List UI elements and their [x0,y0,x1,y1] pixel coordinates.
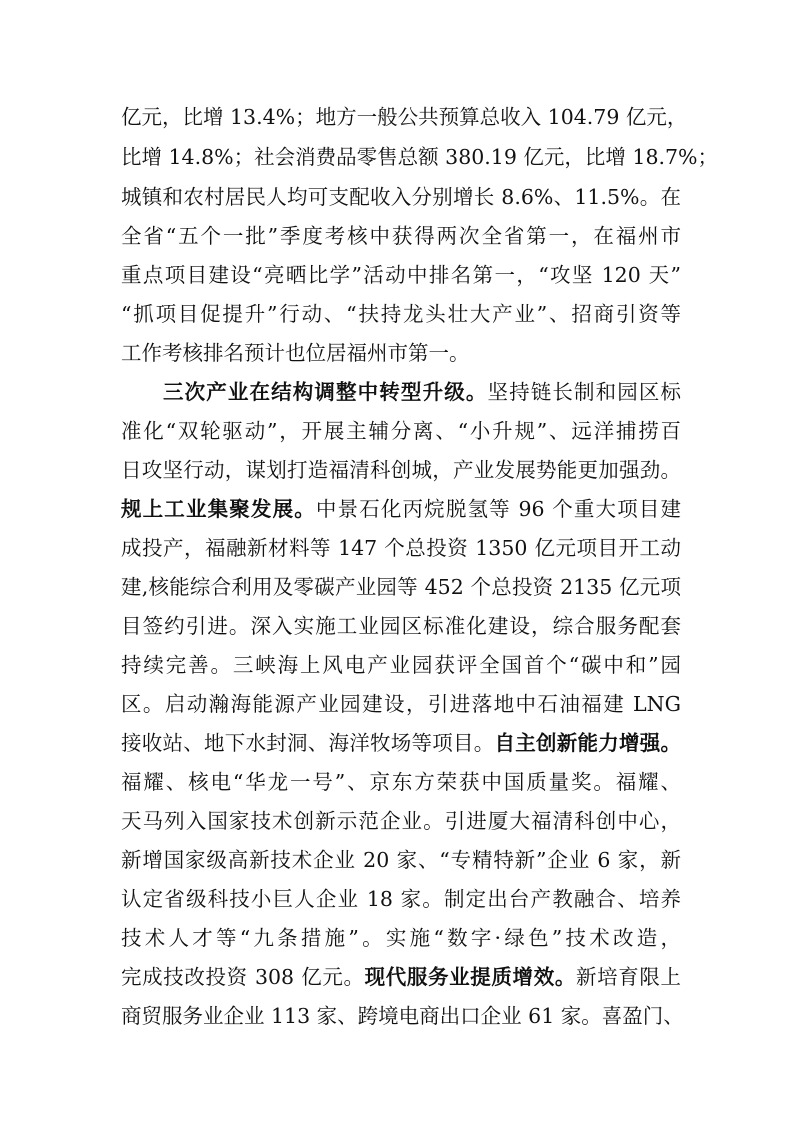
text-line: 目签约引进。深入实施工业园区标准化建设，综合服务配套 [121,614,681,638]
text-line: 建,核能综合利用及零碳产业园等 452 个总投资 2135 亿元项 [121,575,681,599]
text-line [121,957,681,997]
text-line: 福耀、核电“华龙一号”、京东方荣获中国质量奖。福耀、 [121,770,681,794]
text-line: 城镇和农村居民人均可支配收入分别增长 8.6%、11.5%。在 [121,185,681,209]
text-line: 比增 14.8%；社会消费品零售总额 380.19 亿元，比增 18.7%； [121,145,719,169]
text-line: 日攻坚行动，谋划打造福清科创城，产业发展势能更加强劲。 [121,458,681,482]
text-line: 认定省级科技小巨人企业 18 家。制定出台产教融合、培养 [121,887,681,911]
text-line: 持续完善。三峡海上风电产业园获评全国首个“碳中和”园 [121,653,681,677]
subsection-heading: 现代服务业提质增效。 [364,965,576,989]
subsection-heading: 规上工业集聚发展。 [121,497,316,521]
text-run: 接收站、地下水封洞、海洋牧场等项目。 [121,731,495,755]
text-line: 区。启动瀚海能源产业园建设，引进落地中石油福建 LNG [121,692,681,716]
text-line: “抓项目促提升”行动、“扶持龙头壮大产业”、招商引资等 [121,302,681,326]
text-line: 技术人才等“九条措施”。实施“数字·绿色”技术改造， [121,926,681,950]
text-line: 工作考核排名预计也位居福州市第一。 [121,341,470,365]
text-line [121,723,681,763]
text-run: 新培育限上 [575,965,682,989]
text-line: 准化“双轮驱动”，开展主辅分离、“小升规”、远洋捕捞百 [121,419,681,443]
text-line [121,489,681,529]
text-line: 新增国家级高新技术企业 20 家、“专精特新”企业 6 家，新 [121,848,681,872]
text-line: 重点项目建设“亮晒比学”活动中排名第一，“攻坚 120 天” [121,263,681,287]
text-run: 完成技改投资 308 亿元。 [121,965,365,989]
subsection-heading: 自主创新能力增强。 [494,731,681,755]
text-line: 全省“五个一批”季度考核中获得两次全省第一，在福州市 [121,224,681,248]
text-run: 中景石化丙烷脱氢等 96 个重大项目建 [315,497,682,521]
text-line: 天马列入国家技术创新示范企业。引进厦大福清科创中心， [121,809,681,833]
text-run: 坚持链长制和园区标 [487,380,682,404]
text-line: 成投产，福融新材料等 147 个总投资 1350 亿元项目开工动 [121,536,681,560]
text-line: 亿元，比增 13.4%；地方一般公共预算总收入 104.79 亿元， [121,105,688,129]
text-line: 商贸服务业企业 113 家、跨境电商出口企业 61 家。喜盈门、 [121,1004,684,1028]
section-heading: 三次产业在结构调整中转型升级。 [163,380,488,404]
paragraph-start-line [163,372,681,412]
